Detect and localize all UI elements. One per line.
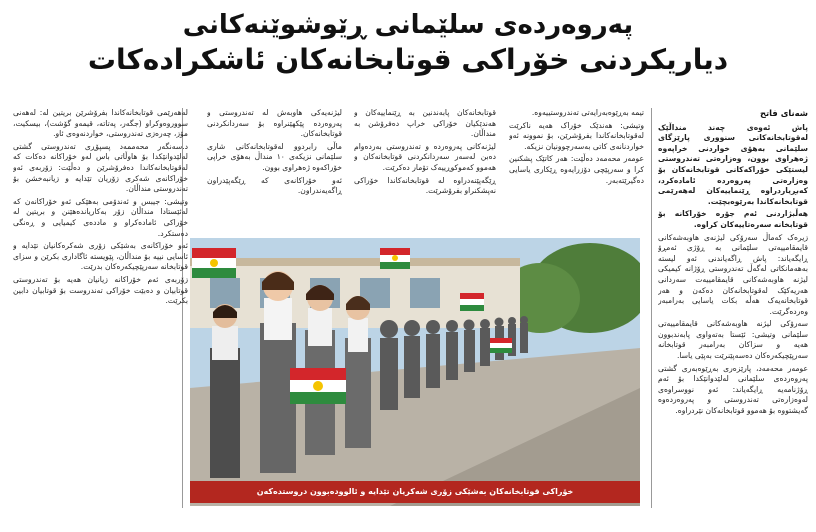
paragraph: تیمە بەڕێوەبەرایەتی تەندروستییەوە.	[531, 108, 644, 117]
paragraph: زیرەک کەماڵ سەرۆکی لیژنەی هاوبەشەکانی قایمقامییەتی سلێمانی بە ڕۆژی ئەمڕۆ ڕایگەیاند: پاش ڕاگەیاندنی ئەو لیستە بەهەمانکاتی لەگەڵ تەندروستی ڕۆژانە کیمیکی لیژنە هاوبەشەکانی قایمقامییەت سەردانی هەریەکێک لەقوتابخانەکان دەکەن و هەر قوتابخانەیەک هەڵە بکات یاسایی بەرامبەر وەردەگرێت.	[658, 232, 808, 316]
paragraph: قوتابخانەکان پابەندنین بە ڕێنماییەکان و هەندێکیان خۆراکی خراپ دەفرۆشن بە منداڵان.	[354, 108, 496, 139]
kurdish-flag	[192, 248, 236, 278]
column-divider	[651, 108, 652, 508]
paragraph: زۆربەی ئەم خۆراکانە زیانیان هەیە بۆ تەندروستی قوتابیان و دەبێت خۆراکی تەندروست بۆ قوتابیان دابین بکرێت.	[13, 274, 188, 306]
author-byline: شەنای فاتح	[759, 108, 808, 118]
paragraph: لیژنەیەکی هاوبەش لە تەندروستی و پەروەردە پێکهێنراوە بۆ سەردانکردنی قوتابخانەکان.	[207, 108, 342, 139]
kurdish-flag	[490, 338, 512, 353]
paragraph: ڕێگەپێنەدراوە لە قوتابخانەکاندا خۆراکی نەپشکنراو بفرۆشرێت.	[354, 175, 496, 196]
paragraph: وتیشی: هەندێک خۆراک هەیە ناکرێت لەقوتابخانەکاندا بفرۆشرێن، بۆ نموونە ئەو خواردنانەی کاتی بەسەرچوونیان نزیکە.	[509, 120, 644, 151]
article-column-5	[13, 108, 188, 526]
paragraph: ماڵی رابردوو لەقوتابخانەکانی شاری سلێمانی نزیکەی ١٠ منداڵ بەهۆی خراپی خۆراکەوە ژەهراوی بوون.	[207, 141, 342, 172]
paragraph: پاش ئەوەی چەند منداڵێک لەقوتابخانەکانی سنووری پارێزگای سلێمانی بەهۆی خواردنی خراپەوە ژەهراوی بوون، وەزارەتی تەندروستی لیستێکی خۆراکەکانی قوتابخانەکان بۆ وەزارەتی پەروەردە ئامادەکرد، کەبڕیاردراوە ڕێنماییەکان لەهەرێمی قوتابخانەکاندا بەرێوەبچێت.	[658, 122, 808, 206]
paragraph: ئەو خۆراکانەی کە ڕێگەپێدراون ڕاگەیەندراون.	[207, 175, 342, 196]
headline-line-1: پەروەردەی سلێمانی ڕێوشوێنەکانی	[182, 10, 634, 40]
kurdish-flag	[460, 293, 484, 311]
article-photo	[190, 238, 640, 506]
paragraph: وتیشی: جیبس و ئەندۆمی بەهێکی ئەو خۆراکانەن کە لەئێستادا منداڵان زۆر بەکاریاندەهێنن و بریتین لە خۆراکی ئامادەکراو و ماددەی کیمیایی و ڕەنگی دەستکرد.	[13, 196, 188, 238]
paragraph: ئەو خۆراکانەی بەشێکی زۆری شەکرەکانیان تێدایە و ئاسایی نییە بۆ منداڵان، پێویستە ئاگاداری بکرێن و سزای قوتابخانە سەرپێچیکەرەکان بدرێت.	[13, 241, 188, 272]
photo-caption: خۆراکی قوتابخانەکان بەشێکی زۆری شەکریان تێدایە و ئالوودەبوون دروستدەکەن	[190, 481, 640, 503]
article-column-3	[354, 108, 496, 232]
paragraph: د.سەنگەر محەممەد پسپۆڕی تەندروستی گشتی لەلێدوانێکدا بۆ هاوڵاتی باس لەو خۆراکانە دەکات کە لەقوتابخانەکاندا دەفرۆشرێن و دەڵێت: زۆربەی ئەو خۆراکانەی شەکری زۆریان تێدایە و زیانبەخشن بۆ تەندروستی منداڵان.	[13, 141, 188, 194]
children-with-flags-illustration	[190, 238, 640, 506]
paragraph: لەهەرێمی قوتابخانەکاندا بفرۆشرێن بریتین لە: لەهەنی سووروەوکراو (جگەر، پەتاتە، قیمەو گۆشت)، بیسکیت، مۆز، چەرەزی تەندروستی، خواردنەوەی ئاو.	[13, 108, 188, 139]
paragraph: هەڵبژاردنی ئەم جۆرە خۆراکانە بۆ قوتابخانە سەرەتاییەکان کراوە.	[658, 209, 808, 229]
paragraph: لیژنەکانی پەروەردە و تەندروستی بەردەوام دەبن لەسەر سەردانکردنی قوتابخانەکان و هەموو کەموکوڕییەک تۆمار دەکرێت.	[354, 141, 496, 172]
paragraph: عومەر محەمەد دەڵێت: هەر کاتێک پشکنین کرا و سەرپێچی دۆزرایەوە ڕێکاری یاسایی دەگیرێتەبەر.	[509, 154, 644, 185]
article-column-4	[207, 108, 342, 232]
headline	[0, 8, 816, 78]
article-column-1	[658, 108, 808, 526]
paragraph: عومەر محەمەد، پارێزەری بەڕێوەبەری گشتی پەروەردەی سلێمانی لەلێدوانێکدا بۆ ئەم ڕۆژنامەیە ڕایگەیاند: ئەو نووسراوەی لەوەزارەتی تەندروستی و پەروەردەوە گەیشتووە بۆ هەموو قوتابخانەکان نێردراوە.	[658, 363, 808, 416]
article-column-2	[509, 108, 644, 232]
headline-line-2: دیاریکردنی خۆراکی قوتابخانەکان ئاشکرادەکات	[87, 43, 729, 76]
kurdish-flag	[380, 248, 410, 269]
paragraph: سەرۆکی لیژنە هاوبەشەکانی قایمقامییەتی سلێمانی وتیشی: ئێستا بەتەواوی پابەندبوون هەیە و سزاکان بەرامبەر قوتابخانە سەرپێچیکەرەکان دەسەپێنرێت بەپێی یاسا.	[658, 319, 808, 361]
kurdish-flag	[290, 368, 346, 404]
